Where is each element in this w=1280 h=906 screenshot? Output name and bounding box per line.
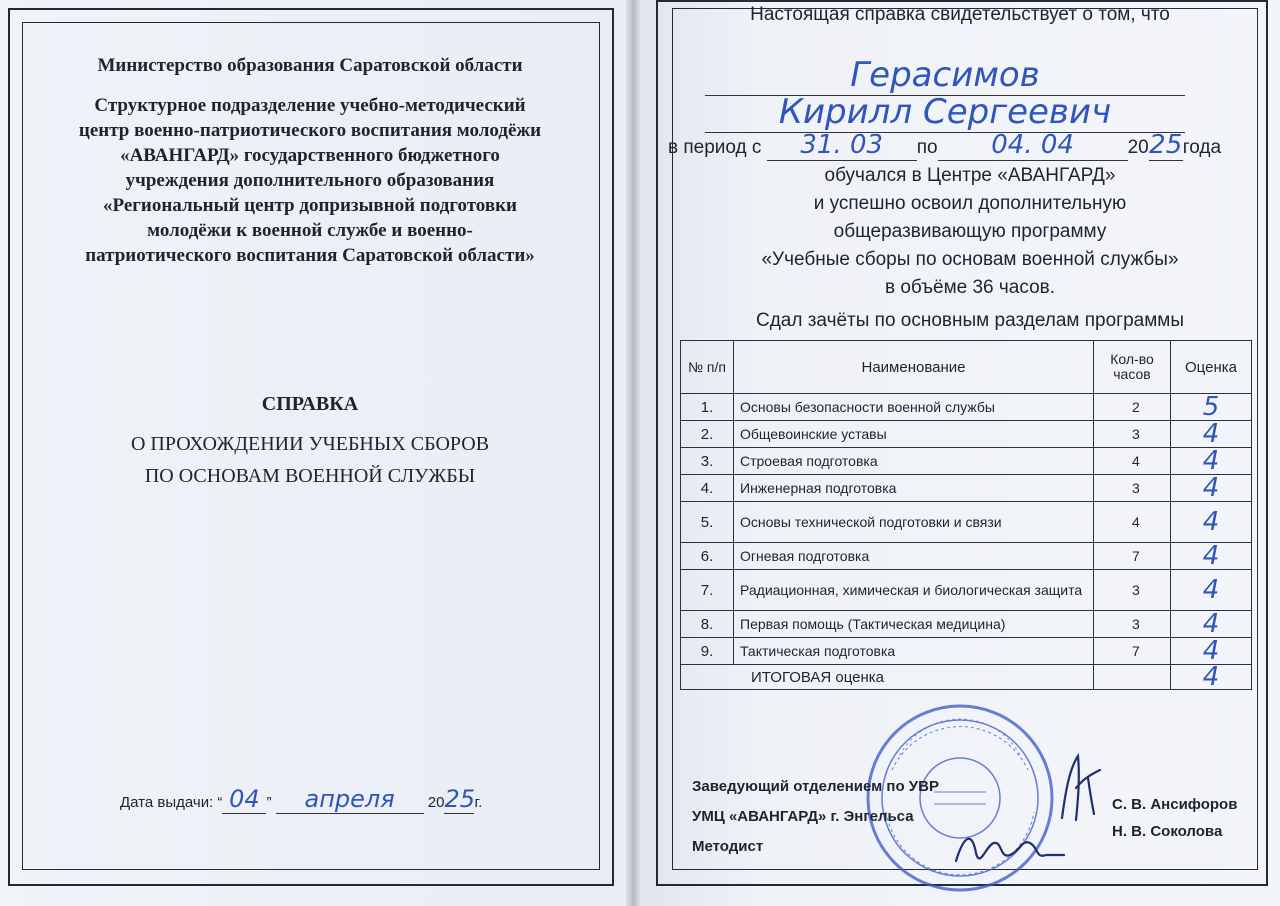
period-year-word: года (1182, 137, 1222, 158)
row-grade: 4 (1171, 543, 1252, 570)
row-hours: 4 (1094, 502, 1171, 543)
period-from: 31. 03 (767, 130, 917, 161)
subtitle-line: О ПРОХОЖДЕНИИ УЧЕБНЫХ СБОРОВ (130, 433, 490, 455)
intro-text: Настоящая справка свидетельствует о том, что (750, 4, 1170, 25)
body-line: «Учебные сборы по основам военной службы» (761, 249, 1179, 270)
row-number: 5. (681, 502, 734, 543)
subdivision-line: «Региональный центр допризывной подготовки (102, 195, 517, 216)
subdivision-line: Структурное подразделение учебно-методический (94, 95, 526, 116)
body-line: обучался в Центре «АВАНГАРД» (824, 165, 1116, 186)
ministry-heading: Министерство образования Саратовской области (97, 55, 523, 76)
row-number: 4. (681, 475, 734, 502)
subtitle-line: ПО ОСНОВАМ ВОЕННОЙ СЛУЖБЫ (144, 465, 476, 487)
row-subject: Первая помощь (Тактическая медицина) (734, 611, 1094, 638)
table-row (681, 611, 1252, 638)
issue-date: Дата выдачи: “ 04 ” апреля 2025г. (120, 785, 483, 813)
signatory-name-methodist: Н. В. Соколова (1112, 823, 1223, 840)
header-name: Наименование (734, 341, 1094, 394)
subdivision-line: молодёжи к военной службе и военно- (147, 220, 473, 241)
subdivision-line: патриотического воспитания Саратовской области» (85, 245, 535, 266)
header-hours: Кол-во часов (1094, 341, 1171, 394)
row-grade: 4 (1171, 421, 1252, 448)
table-row (681, 502, 1252, 543)
body-line: и успешно освоил дополнительную (813, 193, 1127, 214)
table-row (681, 638, 1252, 665)
page-fold (626, 0, 640, 906)
row-number: 8. (681, 611, 734, 638)
row-hours: 7 (1094, 543, 1171, 570)
row-grade: 4 (1171, 448, 1252, 475)
signature-methodist (950, 825, 1070, 875)
period-to-word: по (916, 137, 938, 158)
row-subject: Строевая подготовка (734, 448, 1094, 475)
issue-day: 04 (222, 785, 266, 814)
row-number: 3. (681, 448, 734, 475)
row-hours: 2 (1094, 394, 1171, 421)
passed-text: Сдал зачёты по основным разделам программы (755, 310, 1185, 331)
issue-year-unit: г. (474, 794, 483, 811)
student-surname: Герасимов (705, 55, 1185, 96)
row-number: 7. (681, 570, 734, 611)
program-description (670, 162, 1270, 302)
certificate-subtitle (40, 428, 580, 492)
final-grade: 4 (1171, 665, 1252, 690)
row-subject: Основы безопасности военной службы (734, 394, 1094, 421)
table-row (681, 475, 1252, 502)
header-grade: Оценка (1171, 341, 1252, 394)
row-number: 9. (681, 638, 734, 665)
row-hours: 3 (1094, 570, 1171, 611)
row-subject: Инженерная подготовка (734, 475, 1094, 502)
row-grade: 4 (1171, 570, 1252, 611)
final-row (681, 665, 1252, 690)
period-year-prefix: 20 (1127, 137, 1149, 158)
table-row (681, 421, 1252, 448)
row-subject: Тактическая подготовка (734, 638, 1094, 665)
study-period (668, 130, 1268, 161)
subdivision-line: учреждения дополнительного образования (125, 170, 495, 191)
header-number: № п/п (681, 341, 734, 394)
row-number: 6. (681, 543, 734, 570)
body-line: общеразвивающую программу (833, 221, 1107, 242)
row-grade: 5 (1171, 394, 1252, 421)
subdivision-line: центр военно-патриотического воспитания молодёжи (78, 120, 542, 141)
row-grade: 4 (1171, 502, 1252, 543)
row-hours: 3 (1094, 611, 1171, 638)
row-hours: 3 (1094, 475, 1171, 502)
signatory-name-head: С. В. Ансифоров (1112, 796, 1238, 813)
final-grade-label: ИТОГОВАЯ оценка (681, 665, 1094, 690)
row-subject: Радиационная, химическая и биологическая защита (734, 570, 1094, 611)
row-subject: Основы технической подготовки и связи (734, 502, 1094, 543)
row-grade: 4 (1171, 475, 1252, 502)
issue-year-suffix: 25 (444, 785, 476, 813)
signature-title-methodist: Методист (692, 838, 764, 855)
table-row (681, 448, 1252, 475)
period-to: 04. 04 (938, 130, 1128, 161)
row-hours: 3 (1094, 421, 1171, 448)
table-row (681, 570, 1252, 611)
row-subject: Огневая подготовка (734, 543, 1094, 570)
signature-title-org: УМЦ «АВАНГАРД» г. Энгельса (692, 808, 914, 825)
final-hours-empty (1094, 665, 1171, 690)
period-prefix: в период с (668, 137, 762, 158)
body-line: в объёме 36 часов. (884, 277, 1056, 298)
grades-table (680, 340, 1252, 690)
row-number: 2. (681, 421, 734, 448)
signature-title-head: Заведующий отделением по УВР (692, 778, 939, 795)
row-grade: 4 (1171, 611, 1252, 638)
subdivision-line: «АВАНГАРД» государственного бюджетного (120, 145, 500, 166)
period-year-suffix: 25 (1149, 130, 1183, 160)
issue-month: апреля (276, 785, 424, 814)
row-grade: 4 (1171, 638, 1252, 665)
table-row (681, 394, 1252, 421)
certificate-title: СПРАВКА (261, 393, 359, 415)
row-hours: 7 (1094, 638, 1171, 665)
student-first-name: Кирилл Сергеевич (705, 92, 1185, 133)
issue-year-prefix: 20 (427, 794, 445, 811)
signature-head (1048, 748, 1112, 828)
issue-date-label: Дата выдачи: (120, 794, 214, 811)
row-hours: 4 (1094, 448, 1171, 475)
row-number: 1. (681, 394, 734, 421)
table-row (681, 543, 1252, 570)
subdivision-block (40, 93, 580, 268)
row-subject: Общевоинские уставы (734, 421, 1094, 448)
